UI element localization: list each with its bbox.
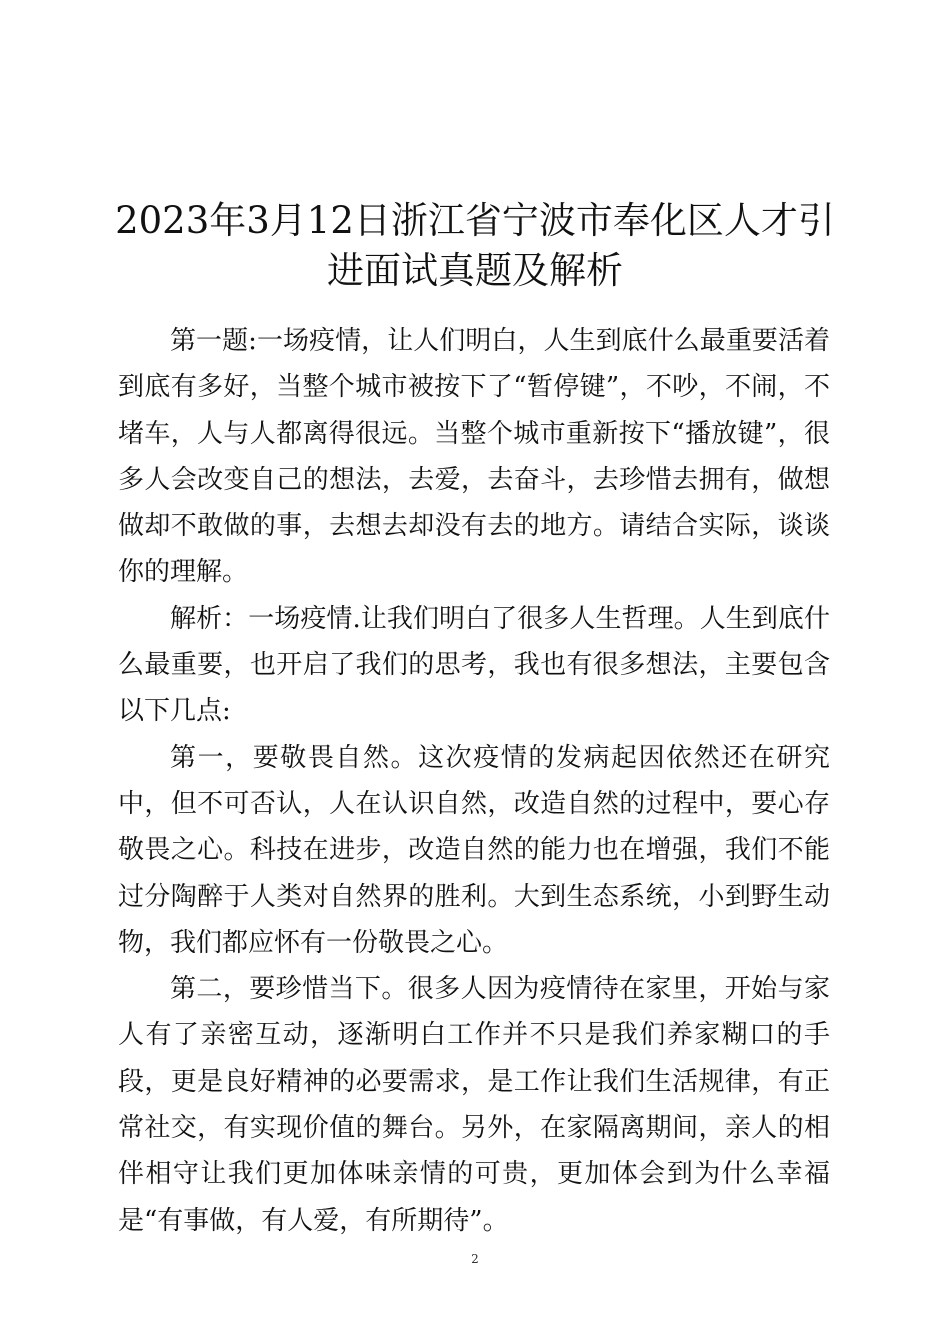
paragraph-question: 第一题:一场疫情，让人们明白，人生到底什么最重要活着到底有多好，当整个城市被按下了“暂停键”，不吵，不闹，不堵车，人与人都离得很远。当整个城市重新按下“播放键”，很多人会改变自己的想法，去爱，去奋斗，去珍惜去拥有，做想做却不敢做的事，去想去却没有去的地方。请结合实际，谈谈你的理解。 — [118, 326, 830, 588]
paragraph-point-one: 第一，要敬畏自然。这次疫情的发病起因依然还在研究中，但不可否认，人在认识自然，改造自然的过程中，要心存敬畏之心。科技在进步，改造自然的能力也在增强，我们不能过分陶醉于人类对自然界的胜利。大到生态系统，小到野生动物，我们都应怀有一份敬畏之心。 — [118, 742, 830, 958]
page-number: 2 — [471, 1252, 479, 1266]
document-body — [118, 318, 830, 1244]
document-title: 2023年3月12日浙江省宁波市奉化区人才引进面试真题及解析 — [115, 199, 835, 292]
paragraph-point-two: 第二，要珍惜当下。很多人因为疫情待在家里，开始与家人有了亲密互动，逐渐明白工作并不只是我们养家糊口的手段，更是良好精神的必要需求，是工作让我们生活规律，有正常社交，有实现价值的舞台。另外，在家隔离期间，亲人的相伴相守让我们更加体味亲情的可贵，更加体会到为什么幸福是“有事做，有人爱，有所期待”。 — [118, 974, 830, 1236]
paragraph-analysis-intro: 解析：一场疫情.让我们明白了很多人生哲理。人生到底什么最重要，也开启了我们的思考，我也有很多想法，主要包含以下几点: — [118, 603, 830, 727]
